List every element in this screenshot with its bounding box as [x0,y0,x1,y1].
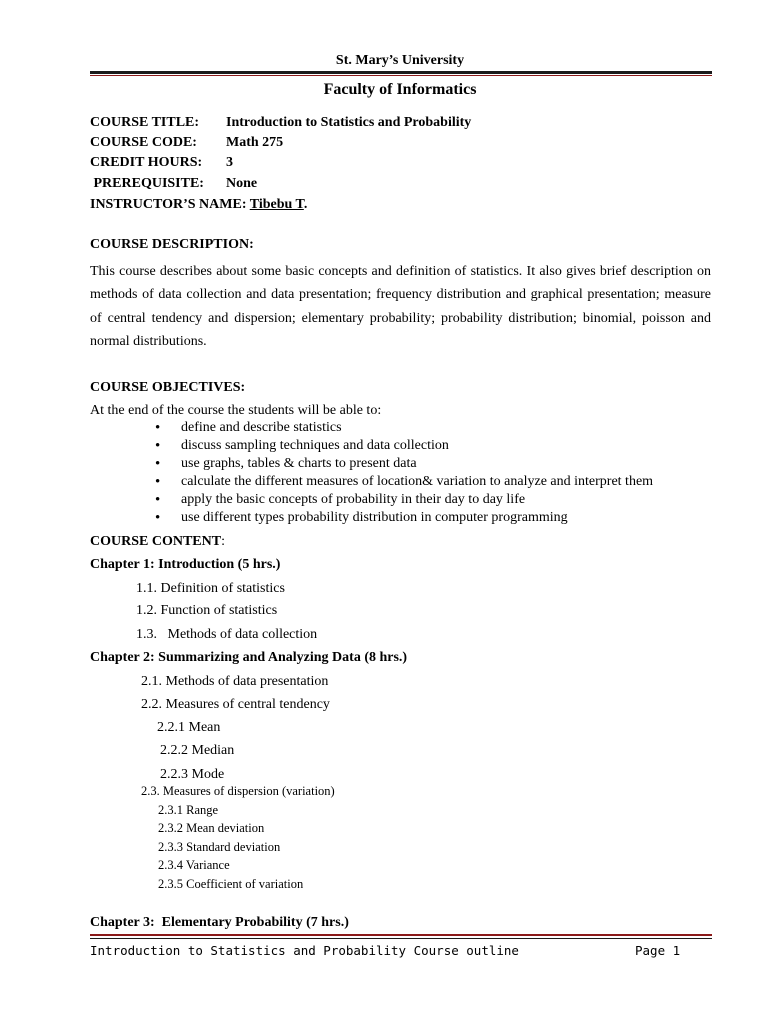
chapter-2-subitem: 2.3.3 Standard deviation [158,840,281,854]
chapter-1-title: Chapter 1: Introduction (5 hrs.) [90,557,281,572]
content-heading-colon: : [221,534,225,549]
content-heading-line [90,534,225,550]
credit-hours-label: CREDIT HOURS: [90,155,203,170]
description-heading: COURSE DESCRIPTION: [90,237,254,252]
list-item: • apply the basic concepts of probability in their day to day life [152,491,653,509]
chapter-2-subitem: 2.2.2 Median [160,743,235,758]
content-heading: COURSE CONTENT [90,534,222,549]
faculty-name: Faculty of Informatics [323,81,477,98]
chapter-2-item: 2.2. Measures of central tendency [141,697,330,712]
instructor-label: INSTRUCTOR’S NAME: [90,197,250,212]
objectives-intro: At the end of the course the students will be able to: [90,403,382,418]
chapter-2-subitem: 2.3.2 Mean deviation [158,821,265,835]
footer-rule-thick [90,934,712,936]
list-item: • calculate the different measures of location& variation to analyze and interpret them [152,473,653,491]
header-rule-thick [90,71,712,74]
list-item: • define and describe statistics [152,419,653,437]
instructor-line [90,197,307,213]
chapter-2-subitem: 2.3.4 Variance [158,858,230,872]
chapter-2-title: Chapter 2: Summarizing and Analyzing Data (8 hrs.) [90,650,408,665]
course-title-value: Introduction to Statistics and Probability [226,115,472,130]
header-rule-thin [90,75,712,76]
chapter-3-title: Chapter 3: Elementary Probability (7 hrs.) [90,915,349,930]
chapter-2-item: 2.3. Measures of dispersion (variation) [141,784,335,798]
instructor-suffix: . [303,197,308,212]
objectives-list [152,419,653,527]
prerequisite-label: PREREQUISITE: [90,176,204,191]
course-title-label: COURSE TITLE: [90,115,200,130]
footer-title: Introduction to Statistics and Probability Course outline [90,943,519,958]
objectives-heading: COURSE OBJECTIVES: [90,380,246,395]
credit-hours-value: 3 [226,155,233,170]
list-item: • use graphs, tables & charts to present data [152,455,653,473]
prerequisite-value: None [226,176,258,191]
chapter-2-subitem: 2.2.1 Mean [157,720,221,735]
description-text: This course describes about some basic concepts and definition of statistics. It also gives brief description on methods of data collection and data presentation; frequency distribution and graphical presentation; measure of central tendency and dispersion; elementary probability; probability distribution; binomial, poisson and normal distributions. [90,264,711,349]
page-number: Page 1 [635,943,681,958]
list-item: • discuss sampling techniques and data collection [152,437,653,455]
list-item: • use different types probability distribution in computer programming [152,509,653,527]
chapter-2-subitem: 2.2.3 Mode [160,767,225,782]
university-name: St. Mary’s University [335,53,465,68]
course-code-value: Math 275 [226,135,284,150]
chapter-2-item: 2.1. Methods of data presentation [141,674,329,689]
chapter-1-item: 1.2. Function of statistics [136,603,278,618]
chapter-2-subitem: 2.3.5 Coefficient of variation [158,877,304,891]
footer-rule-thin [90,938,712,939]
chapter-1-item: 1.3. Methods of data collection [136,627,318,642]
chapter-1-item: 1.1. Definition of statistics [136,581,285,596]
course-code-label: COURSE CODE: [90,135,197,150]
chapter-2-subitem: 2.3.1 Range [158,803,219,817]
instructor-name: Tibebu T [249,197,304,212]
